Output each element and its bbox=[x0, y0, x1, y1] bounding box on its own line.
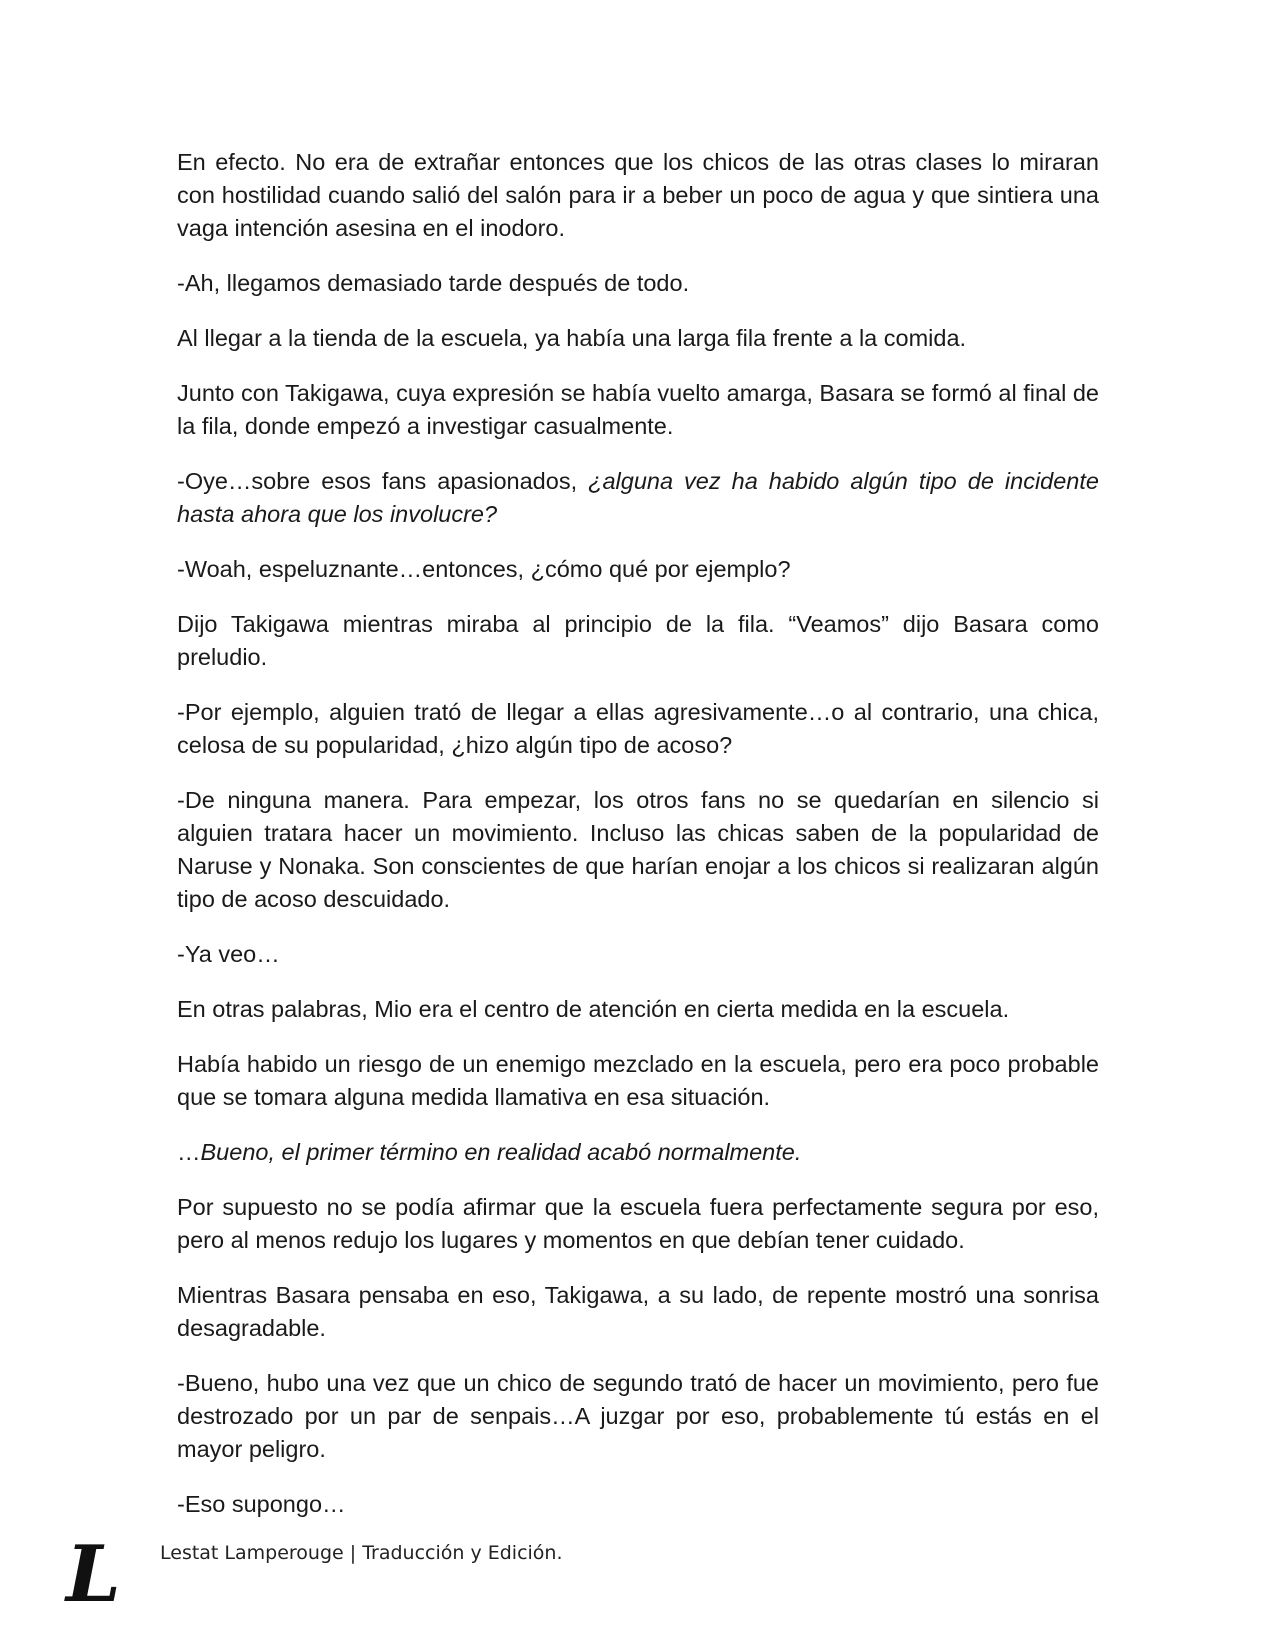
paragraph-15 bbox=[177, 1279, 1099, 1345]
paragraph-13 bbox=[177, 1136, 1099, 1169]
paragraph-11 bbox=[177, 993, 1099, 1026]
paragraph-5 bbox=[177, 465, 1099, 531]
paragraph-text: En efecto. No era de extrañar entonces que los chicos de las otras clases lo miraran con hostilidad cuando salió del salón para ir a beber un poco de agua y que sintiera una vaga intención asesina en el inodoro. bbox=[177, 149, 1099, 241]
paragraph-text: -Woah, espeluznante…entonces, ¿cómo qué por ejemplo? bbox=[177, 556, 791, 582]
paragraph-text: -Oye…sobre esos fans apasionados, bbox=[177, 468, 589, 494]
paragraph-text: Mientras Basara pensaba en eso, Takigawa, a su lado, de repente mostró una sonrisa desagradable. bbox=[177, 1282, 1099, 1341]
paragraph-9 bbox=[177, 784, 1099, 916]
paragraph-text: Al llegar a la tienda de la escuela, ya había una larga fila frente a la comida. bbox=[177, 325, 967, 351]
paragraph-text: Por supuesto no se podía afirmar que la escuela fuera perfectamente segura por eso, pero al menos redujo los lugares y momentos en que debían tener cuidado. bbox=[177, 1194, 1099, 1253]
paragraph-text: -Eso supongo… bbox=[177, 1491, 346, 1517]
paragraph-12 bbox=[177, 1048, 1099, 1114]
paragraph-text: Junto con Takigawa, cuya expresión se había vuelto amarga, Basara se formó al final de la fila, donde empezó a investigar casualmente. bbox=[177, 380, 1099, 439]
paragraph-text: -De ninguna manera. Para empezar, los otros fans no se quedarían en silencio si alguien tratara hacer un movimiento. Incluso las chicas saben de la popularidad de Naruse y Nonaka. Son conscientes de que harían enojar a los chicos si realizaran algún tipo de acoso descuidado. bbox=[177, 787, 1099, 912]
paragraph-17 bbox=[177, 1488, 1099, 1521]
paragraph-text: -Por ejemplo, alguien trató de llegar a ellas agresivamente…o al contrario, una chica, celosa de su popularidad, ¿hizo algún tipo de acoso? bbox=[177, 699, 1099, 758]
paragraph-16 bbox=[177, 1367, 1099, 1466]
paragraph-text: -Ya veo… bbox=[177, 941, 280, 967]
page-body bbox=[177, 146, 1099, 1543]
paragraph-3 bbox=[177, 322, 1099, 355]
paragraph-text: … bbox=[177, 1139, 201, 1165]
paragraph-text: -Bueno, hubo una vez que un chico de segundo trató de hacer un movimiento, pero fue destrozado por un par de senpais…A juzgar por eso, probablemente tú estás en el mayor peligro. bbox=[177, 1370, 1099, 1462]
paragraph-italic-text: Bueno, el primer término en realidad acabó normalmente. bbox=[200, 1139, 802, 1165]
paragraph-6 bbox=[177, 553, 1099, 586]
paragraph-7 bbox=[177, 608, 1099, 674]
paragraph-8 bbox=[177, 696, 1099, 762]
paragraph-2 bbox=[177, 267, 1099, 300]
footer-credit: Lestat Lamperouge | Traducción y Edición. bbox=[160, 1542, 563, 1564]
paragraph-1 bbox=[177, 146, 1099, 245]
paragraph-4 bbox=[177, 377, 1099, 443]
paragraph-text: Dijo Takigawa mientras miraba al principio de la fila. “Veamos” dijo Basara como preludio. bbox=[177, 611, 1099, 670]
paragraph-14 bbox=[177, 1191, 1099, 1257]
page-footer bbox=[66, 1529, 766, 1620]
paragraph-text: -Ah, llegamos demasiado tarde después de todo. bbox=[177, 270, 690, 296]
paragraph-text: En otras palabras, Mio era el centro de atención en cierta medida en la escuela. bbox=[177, 996, 1010, 1022]
gothic-l-logo-icon: L bbox=[66, 1529, 121, 1620]
paragraph-10 bbox=[177, 938, 1099, 971]
paragraph-italic-text: ¿alguna vez ha habido algún tipo de incidente hasta ahora que los involucre? bbox=[177, 468, 1099, 527]
paragraph-text: Había habido un riesgo de un enemigo mezclado en la escuela, pero era poco probable que se tomara alguna medida llamativa en esa situación. bbox=[177, 1051, 1099, 1110]
